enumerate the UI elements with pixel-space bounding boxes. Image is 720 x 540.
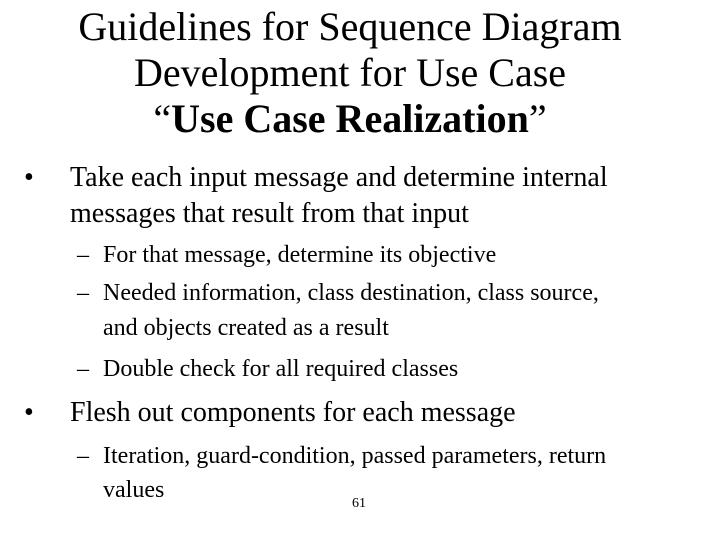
sub-bullet-marker: –	[77, 443, 89, 469]
bullet-marker: •	[24, 397, 34, 428]
sub-bullet-text: For that message, determine its objective	[103, 242, 497, 268]
title-close-quote: ”	[528, 96, 547, 141]
sub-bullet-marker: –	[77, 242, 89, 268]
sub-bullet-marker: –	[77, 356, 89, 382]
sub-bullet-text: Iteration, guard-condition, passed parameters, return	[103, 443, 607, 469]
sub-bullet-text: values	[103, 477, 165, 503]
bullet-text: Flesh out components for each message	[70, 397, 516, 428]
bullet-text: messages that result from that input	[70, 198, 469, 229]
title-line-2: Development for Use Case	[133, 50, 567, 95]
sub-bullet-text: Double check for all required classes	[103, 356, 459, 382]
bullet-text: Take each input message and determine internal	[70, 162, 608, 193]
bullet-marker: •	[24, 162, 34, 193]
title-open-quote: “	[153, 96, 172, 141]
title-bold-text: Use Case Realization	[171, 96, 529, 141]
page-number: 61	[352, 496, 366, 511]
sub-bullet-text: Needed information, class destination, class source,	[103, 280, 599, 306]
sub-bullet-text: and objects created as a result	[103, 315, 389, 341]
title-line-1: Guidelines for Sequence Diagram	[78, 4, 622, 49]
sub-bullet-marker: –	[77, 280, 89, 306]
